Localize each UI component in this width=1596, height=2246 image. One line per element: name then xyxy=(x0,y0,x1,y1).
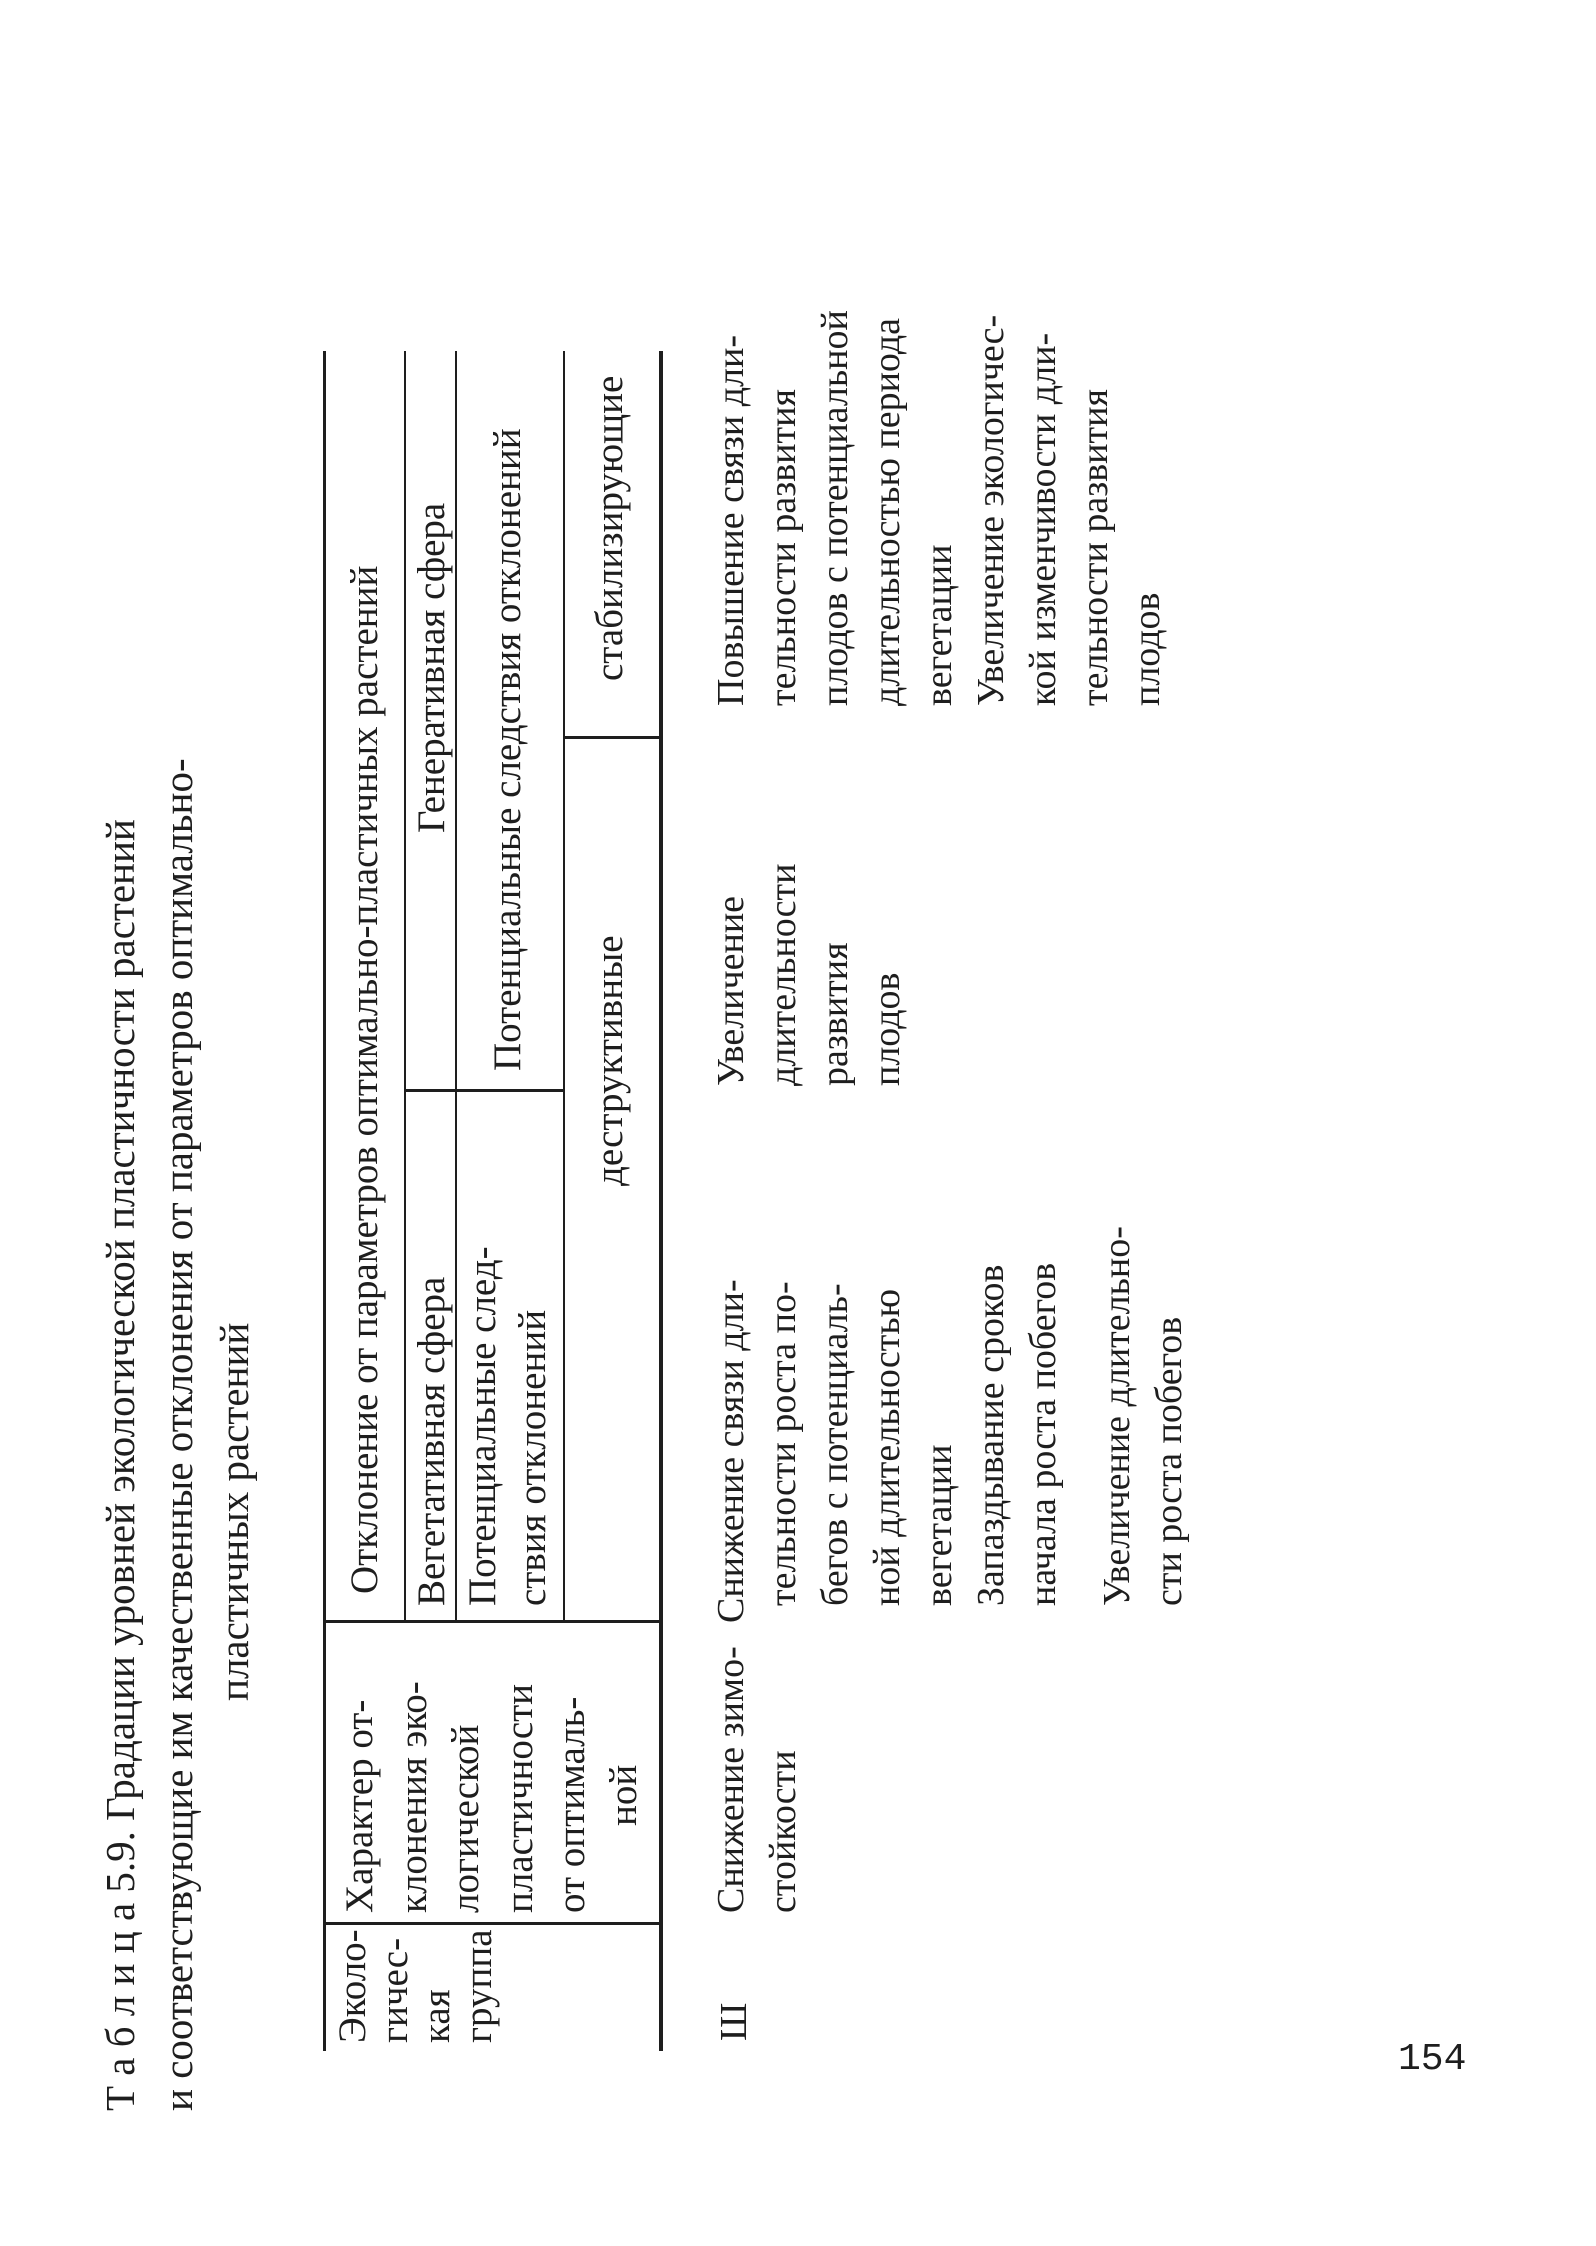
sphere-rule xyxy=(455,351,457,1623)
row-vegetative-line-2: тельности роста по- xyxy=(762,1281,804,1606)
header-group-line-4: группа xyxy=(457,1929,500,2043)
header-character-line-4: пластичности xyxy=(498,1683,541,1913)
row-character-line-1: Снижение зимо- xyxy=(710,1646,752,1913)
header-potential-veg-line-1: Потенциальные след- xyxy=(461,1246,504,1606)
row-gen-destructive-line-2: длительности xyxy=(762,863,804,1086)
table-top-rule xyxy=(323,351,326,2051)
row-vegetative-line-1: Снижение связи дли- xyxy=(710,1279,752,1623)
header-character-line-6: ной xyxy=(602,1764,645,1826)
row-gen-stabilizing-line-6: Увеличение экологичес- xyxy=(970,314,1012,706)
potential-rule xyxy=(563,351,565,1623)
deviation-title-rule xyxy=(404,351,406,1623)
row-vegetative-line-9: сти роста побегов xyxy=(1148,1316,1190,1606)
row-vegetative-line-7: начала роста побегов xyxy=(1022,1262,1064,1606)
row-vegetative-line-3: бегов с потенциаль- xyxy=(814,1283,856,1606)
caption-line-3: пластичных растений xyxy=(211,1322,257,1701)
row-vegetative-line-8: Увеличение длительно- xyxy=(1096,1226,1138,1606)
header-vegetative-sphere: Вегетативная сфера xyxy=(410,1276,453,1606)
caption-line-1: Т а б л и ц а 5.9. Градации уровней экологической пластичности растений xyxy=(97,819,143,2111)
header-generative-sphere: Генеративная сфера xyxy=(410,502,453,833)
header-character-line-1: Характер от- xyxy=(338,1699,381,1913)
row-group: Ш xyxy=(713,2002,755,2041)
row-vegetative-line-5: вегетации xyxy=(918,1444,960,1606)
header-destructive: деструктивные xyxy=(588,935,631,1186)
row-vegetative-line-4: ной длительностью xyxy=(866,1288,908,1606)
row-character-line-2: стойкости xyxy=(762,1750,804,1913)
header-character-line-3: логической xyxy=(444,1724,487,1913)
row-gen-stabilizing-line-2: тельности развития xyxy=(762,389,804,706)
header-potential-gen: Потенциальные следствия отклонений xyxy=(486,428,529,1071)
caption-line-2: и соответствующие им качественные отклонения от параметров оптимально- xyxy=(155,758,201,2111)
header-group-line-3: кая xyxy=(415,1989,458,2043)
row-gen-stabilizing-line-8: тельности развития xyxy=(1074,389,1116,706)
header-potential-veg-line-2: ствия отклонений xyxy=(511,1309,554,1606)
row-gen-destructive-line-3: развития xyxy=(814,942,856,1086)
row-gen-stabilizing-line-4: длительностью периода xyxy=(866,317,908,706)
row-gen-stabilizing-line-9: плодов xyxy=(1126,592,1168,706)
header-group-line-2: гичес- xyxy=(373,1937,416,2043)
header-bottom-rule xyxy=(659,351,663,2051)
header-character-line-5: от оптималь- xyxy=(550,1696,593,1913)
vegetative-generative-divider xyxy=(404,1089,564,1092)
header-deviation-title: Отклонение от параметров оптимально-пластичных растений xyxy=(343,565,386,1594)
page-number: 154 xyxy=(1398,2038,1467,2081)
row-gen-destructive-line-4: плодов xyxy=(866,972,908,1086)
row-gen-destructive-line-1: Увеличение xyxy=(710,895,752,1086)
row-gen-stabilizing-line-1: Повышение связи дли- xyxy=(710,334,752,706)
row-gen-stabilizing-line-3: плодов с потенциальной xyxy=(814,310,856,706)
header-stabilizing: стабилизирующие xyxy=(588,375,631,681)
col-divider-group xyxy=(323,1922,659,1925)
header-group-line-1: Эколо- xyxy=(331,1929,374,2043)
col-divider-character xyxy=(323,1620,659,1623)
row-gen-stabilizing-line-7: кой изменчивости дли- xyxy=(1022,332,1064,706)
row-gen-stabilizing-line-5: вегетации xyxy=(918,544,960,706)
destructive-stabilizing-divider xyxy=(563,736,659,739)
row-vegetative-line-6: Запаздывание сроков xyxy=(970,1264,1012,1606)
header-character-line-2: клонения эко- xyxy=(392,1681,435,1913)
